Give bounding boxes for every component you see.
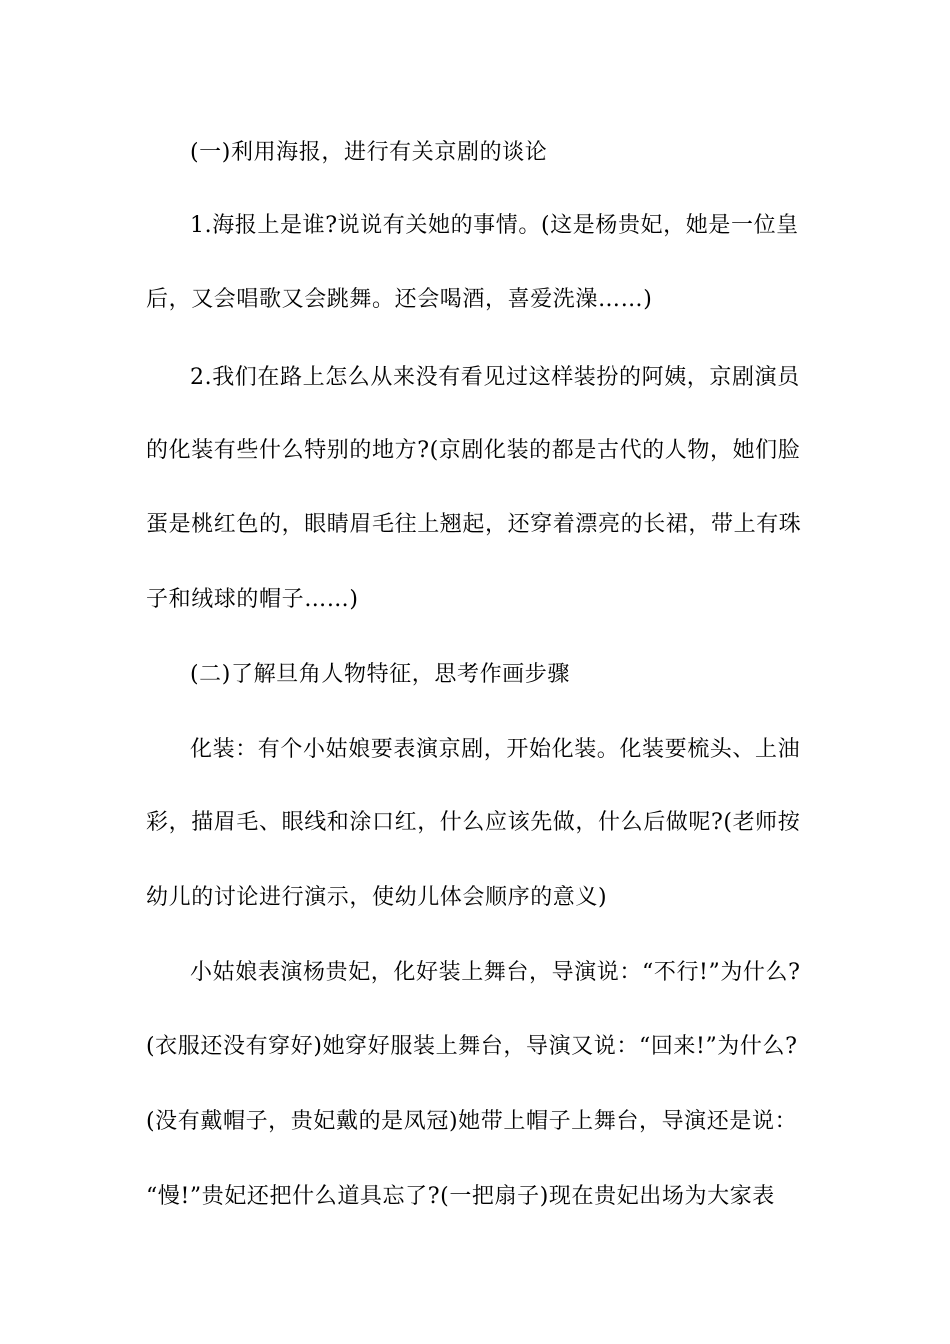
paragraph-line: 的化装有些什么特别的地方?(京剧化装的都是古代的人物，她们脸 xyxy=(146,438,801,463)
paragraph-line: 后，又会唱歌又会跳舞。还会喝酒，喜爱洗澡……) xyxy=(146,287,653,312)
section-heading-2: (二)了解旦角人物特征，思考作画步骤 xyxy=(190,662,570,687)
section-heading-1: (一)利用海报，进行有关京剧的谈论 xyxy=(190,140,548,165)
paragraph-line: 蛋是桃红色的，眼睛眉毛往上翘起，还穿着漂亮的长裙，带上有珠 xyxy=(146,512,802,537)
paragraph-line: “慢!”贵妃还把什么道具忘了?(一把扇子)现在贵妃出场为大家表 xyxy=(146,1184,775,1209)
paragraph-line: 2.我们在路上怎么从来没有看见过这样装扮的阿姨，京剧演员 xyxy=(190,365,800,390)
paragraph-line: 幼儿的讨论进行演示，使幼儿体会顺序的意义) xyxy=(146,885,608,910)
paragraph-line: 小姑娘表演杨贵妃，化好装上舞台，导演说：“不行!”为什么? xyxy=(190,960,801,985)
paragraph-line: 1.海报上是谁?说说有关她的事情。(这是杨贵妃，她是一位皇 xyxy=(190,213,799,238)
paragraph-line: (衣服还没有穿好)她穿好服装上舞台，导演又说：“回来!”为什么? xyxy=(146,1034,798,1059)
paragraph-line: 化装：有个小姑娘要表演京剧，开始化装。化装要梳头、上油 xyxy=(190,737,801,762)
paragraph-line: (没有戴帽子，贵妃戴的是凤冠)她带上帽子上舞台，导演还是说： xyxy=(146,1109,798,1134)
paragraph-line: 彩，描眉毛、眼线和涂口红，什么应该先做，什么后做呢?(老师按 xyxy=(146,810,801,835)
paragraph-line: 子和绒球的帽子……) xyxy=(146,587,359,612)
